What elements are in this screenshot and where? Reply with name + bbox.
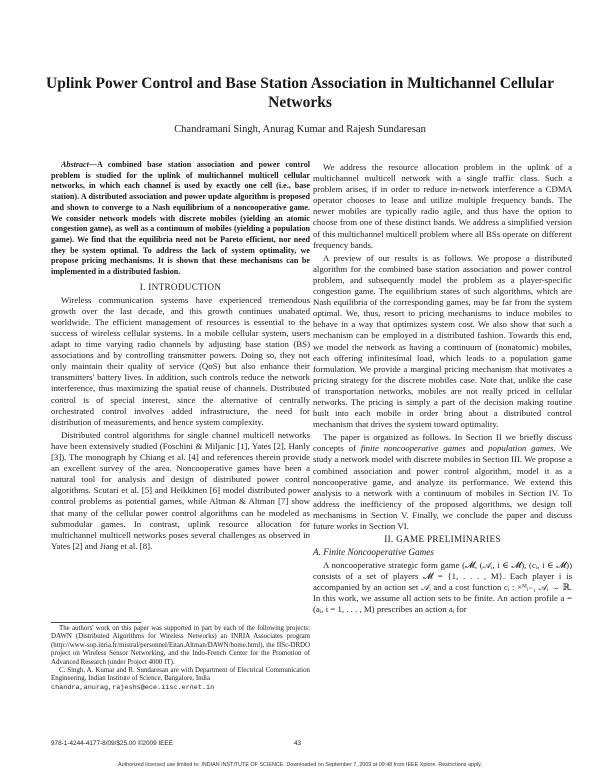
paper-title: Uplink Power Control and Base Station Association in Multichannel Cellular Networks: [46, 75, 554, 111]
section-heading-introduction: I. INTRODUCTION: [139, 281, 222, 292]
author-emails: chandra,anurag,rajeshs@ece.iisc.ernet.in: [51, 683, 215, 692]
organization-paragraph: [313, 432, 572, 532]
org-emphasis: finite noncooperative games: [360, 443, 466, 454]
affiliation-text: C. Singh, A. Kumar and R. Sundaresan are with Department of Electrical Communication Engineering, Indian Institute of Science, Bangalore, India: [51, 667, 310, 683]
footnote-affiliation: [51, 667, 310, 692]
subsection-heading: A. Finite Noncooperative Games: [313, 547, 434, 558]
right-column: [313, 162, 572, 618]
body-paragraph: We address the resource allocation problem in the uplink of a multichannel multicell network with a single traffic class. Such a problem arises, if in order to reduce in-network interference a CDMA operator chooses to lease and utilize multiple frequency bands. The newer mobiles are typically radio agile, and thus have the option to choose from one of these distinct bands. We address a simplified version of this multichannel multicell problem where all BSs operate on different frequency bands.: [313, 162, 572, 250]
org-text: The paper is organized as follows. In Section II we briefly discuss concepts of: [313, 432, 572, 454]
footnotes: [51, 625, 310, 692]
game-definition-paragraph: A noncooperative strategic form game (𝓜, (𝒜ᵢ, i ∈ 𝓜), (cᵢ, i ∈ 𝓜)) consists of a set of players 𝓜 = {1, . . . , M}. Each player i is accompanied by an action set 𝒜ᵢ and a cost function cᵢ : ×ᴹᵢ₌₁ 𝒜ᵢ → ℝ. In this work, we assume all action sets to be finite. An action profile a = (aᵢ, i = 1, . . . , M) prescribes an action aᵢ for: [313, 560, 572, 615]
abstract-lead: Abstract—: [61, 160, 97, 169]
section-heading-game-preliminaries: II. GAME PRELIMINARIES: [384, 534, 501, 545]
author-list: Chandramani Singh, Anurag Kumar and Rajesh Sundaresan: [174, 124, 426, 135]
footnote-funding: The authors' work on this paper was supported in part by each of the following projects: DAWN (Distributed Algorithms for Wireless Networks) an INRIA Associates program (http://www-sop.inria.fr/mistral/personnel/Eitan.Altman/DAWN/home.html), the IISc-DRDO project on Wireless Sensor Networking, and the Indo-French Center for the Promotion of Advanced Research (under Project 4000 IT).: [51, 625, 310, 666]
intro-paragraph: Wireless communication systems have experienced tremendous growth over the last decade, and this growth continues unabated worldwide. The efficient management of resources is essential to the success of wireless cellular systems. In a mobile cellular system, users adapt to time varying radio channels by adjusting base station (BS) associations and by controlling transmitter powers. Doing so, they not only maintain their quality of service (QoS) but also enhance their transmitters' battery lives. In addition, such controls reduce the network interference, thus maximizing the spatial reuse of channels. Distributed control is of special interest, since the alternative of centrally orchestrated control involves added infrastructure, the need for distribution of measurements, and hence system complexity.: [51, 294, 310, 427]
license-notice: Authorized licensed use limited to: INDIAN INSTITUTE OF SCIENCE. Downloaded on September 7, 2009 at 09:48 from IEEE Xplore. Restrictions apply.: [118, 762, 482, 768]
abstract: [51, 160, 310, 278]
body-paragraph: A preview of our results is as follows. We propose a distributed algorithm for the combined base station association and power control problem, and subsequently model the problem as a player-specific congestion game. The equilibrium states of such algorithms, which are Nash equilibria of the corresponding games, may be far from the system optimal. We, thus, resort to pricing mechanisms to induce mobiles to behave in a way that optimizes system cost. We also show that such a mechanism can be employed in a distributed fashion. Towards this end, we model the network as having a continuum of (nonatomic) mobiles, each offering infinitesimal load, which leads to a population game formulation. We provide a marginal pricing mechanism that motivates a pricing strategy for the discrete mobiles case. Note that, unlike the case of transportation networks, mobiles are not really priced in cellular networks. The pricing is simply a part of the decision making routine built into each mobile in order bring about a distributed control mechanism that drives the system toward optimality.: [313, 252, 572, 430]
page-number: 43: [294, 740, 302, 747]
left-column: [51, 160, 310, 554]
intro-paragraph: Distributed control algorithms for single channel multicell networks have been extensively studied (Foschini & Miljanic [1], Yates [2], Hanly [3]). The monograph by Chiang et al. [4] and references therein provide an excellent survey of the area. Noncooperative games have been a natural tool for analysis and design of distributed power control algorithms. Scutari et al. [5] and Heikkinen [6] model distributed power control problems as potential games, while Altman & Altman [7] show that many of the cellular power control algorithms can be modeled as submodular games. In contrast, uplink resource allocation for multichannel multicell networks poses several challenges as observed in Yates [2] and Jiang et al. [8].: [51, 429, 310, 551]
org-emphasis: population games: [488, 443, 554, 454]
abstract-body: A combined base station association and power control problem is studied for the uplink of multichannel multicell cellular networks, in which each channel is used by exactly one cell (i.e., base station). A distributed association and power update algorithm is proposed and shown to converge to a Nash equilibrium of a noncooperative game. We consider network models with discrete mobiles (yielding an atomic congestion game), as well as a continuum of mobiles (yielding a population game). We find that the equilibria need not be Pareto efficient, nor need they be system optimal. To address the lack of system optimality, we propose pricing mechanisms. It is shown that these mechanisms can be implemented in a distributed fashion.: [51, 160, 310, 277]
org-text: and: [465, 443, 489, 454]
footnote-divider: [51, 622, 141, 623]
isbn-copyright-line: 978-1-4244-4177-8/09/$25.00 ©2009 IEEE: [51, 740, 173, 747]
org-text: . We study a network model with discrete mobiles in Section III. We propose a combined association and power control algorithm, model it as a noncooperative game, and analyze its performance. We extend this analysis to a network with a continuum of mobiles in Section IV. To address the inefficiency of the proposed algorithms, we design toll mechanisms in Section V. Finally, we conclude the paper and discuss future works in Section VI.: [313, 443, 572, 531]
